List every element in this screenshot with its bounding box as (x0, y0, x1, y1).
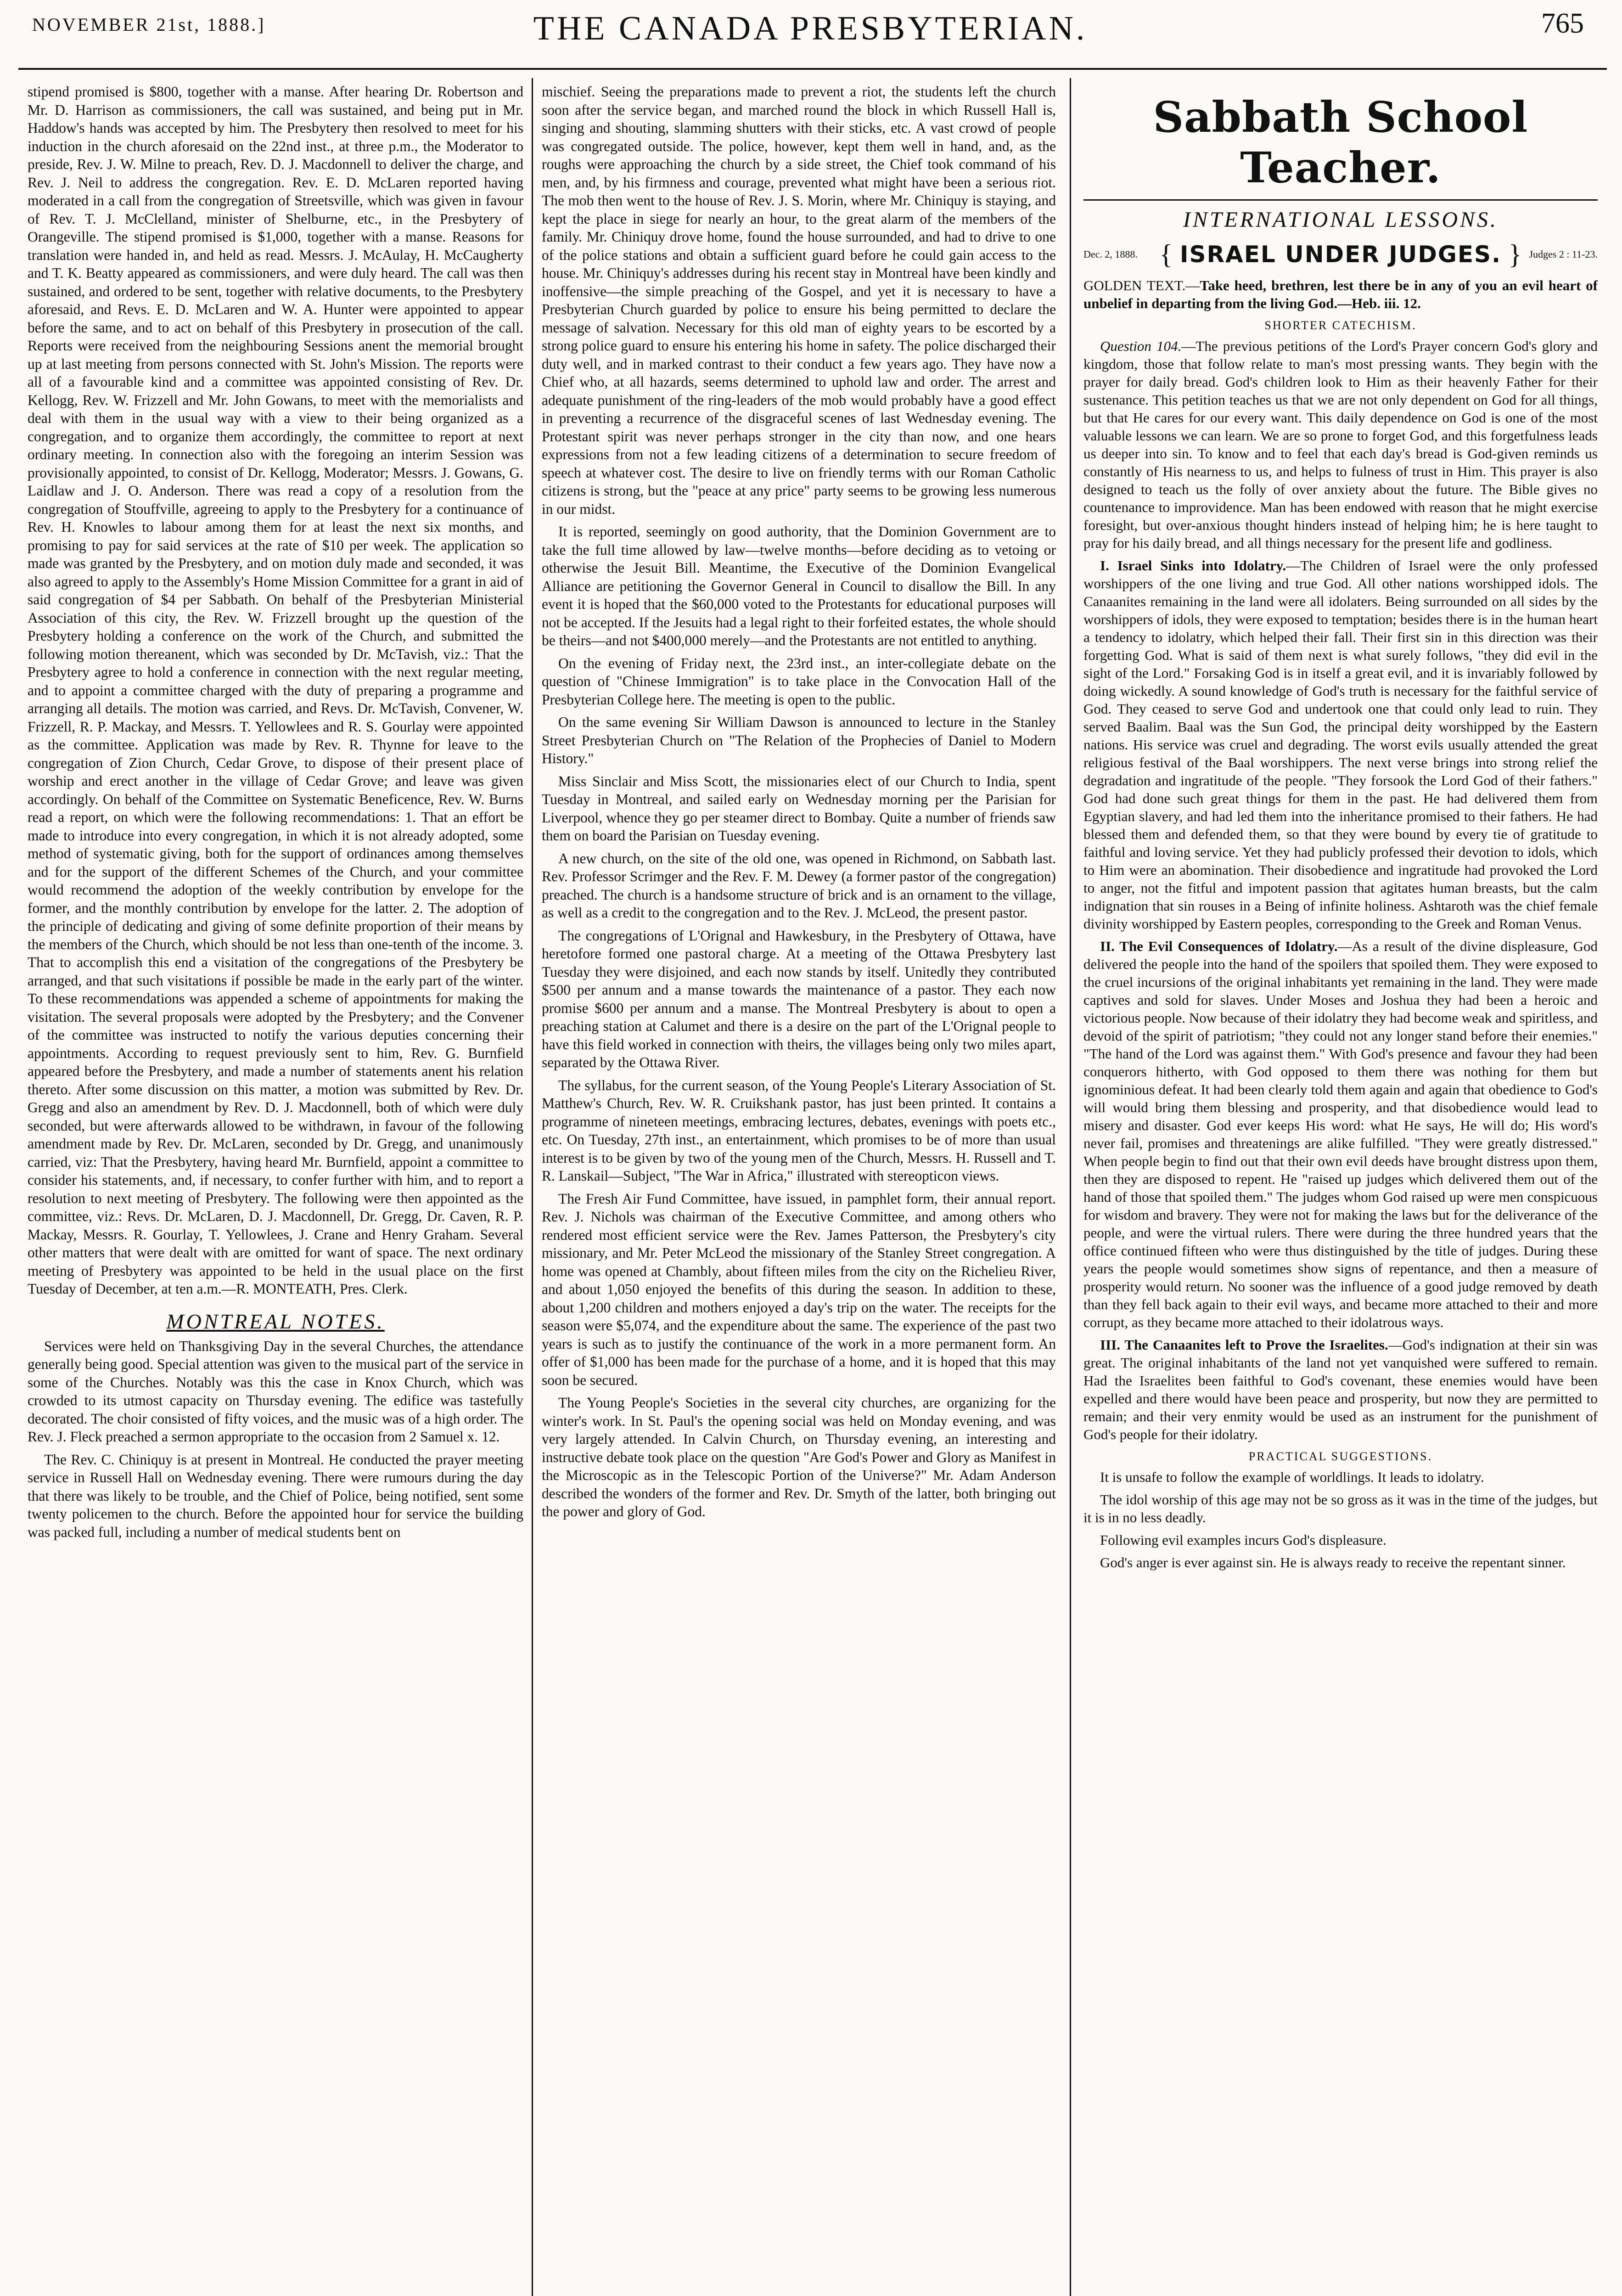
section-heading: I. Israel Sinks into Idolatry. (1100, 557, 1286, 574)
column-1 (28, 83, 523, 2296)
catechism-heading: SHORTER CATECHISM. (1264, 319, 1417, 332)
section-body: —The Children of Israel were the only professed worshippers of the one living and true God. All other nations worshipped idols. The Canaanites remaining in the land were all idolaters. Being surrounded on all sides by the worshippers of idols, they were exposed to temptation; besides there is in the human heart a tendency to idolatry, which helped their fall. Their first sin in this direction was their forgetting God. What is said of them next is what surely follows, "they did evil in the sight of the Lord." Forsaking God is in itself a great evil, and it is invariably followed by doing wickedly. A sound knowledge of God's truth is necessary for the faithful service of God. They ceased to serve God and undertook one that could only lead to ruin. They served Baalim. Baal was the Sun God, the principal deity worshipped by the Eastern nations. His service was cruel and degrading. The worst evils usually attended the great religious festival of the Baal worshippers. The next verse brings into strong relief the degradation and ingratitude of the people. "They forsook the Lord God of their fathers." God had done such great things for them in the past. He had delivered them from Egyptian slavery, and had led them into the inheritance promised to their fathers. He had blessed them and defended them, so that they were bound by every tie of gratitude to faithful and loving service. Yet they had publicly professed their devotion to idols, which to Him were an abomination. Their disobedience and ingratitude had provoked the Lord to anger, not the fitful and impotent passion that agitates human breasts, but the calm indignation that sin rouses in a Being of infinite holiness. Ashtaroth was the chief female divinity worshipped by Eastern peoples, corresponding to the Greek and Roman Venus. (1083, 557, 1598, 932)
article-paragraph: The Fresh Air Fund Committee, have issued, in pamphlet form, their annual report. Rev. J. Nichols was chairman of the Executive Committee, and among others who rendered most efficient service were the Rev. James Patterson, the Presbytery's city missionary, and Mr. Peter McLeod the missionary of the Stanley Street congregation. A home was opened at Chambly, about fifteen miles from the city on the Richelieu River, and about 1,050 enjoyed the benefits of this during the season. In addition to these, about 1,200 children and mothers enjoyed a day's trip on the water. The receipts for the season were $5,074, and the expenditure about the same. The experience of the past two years is such as to justify the continuance of the work in a more permanent form. An offer of $1,000 has been made for the purchase of a home, and it is hoped that this may soon be secured. (542, 1190, 1056, 1388)
practical-item: God's anger is ever against sin. He is always ready to receive the repentant sinner. (1100, 1554, 1566, 1570)
lesson-date: Dec. 2, 1888. (1083, 248, 1138, 260)
header-rule (18, 68, 1607, 70)
masthead (18, 0, 1602, 55)
column-divider (532, 78, 533, 2296)
article-paragraph: stipend promised is $800, together with a manse. After hearing Dr. Robertson and Mr. D. Harrison as commissioners, the call was sustained, and being put in Mr. Haddow's hands was accepted by him. The Presbytery then resolved to meet for his induction in the church aforesaid on the 22nd inst., at three p.m., the Moderator to preside, Rev. J. W. Milne to preach, Rev. D. J. Macdonnell to deliver the charge, and Rev. J. Neil to address the congregation. Rev. E. D. McLaren reported having moderated in a call from the congregation of Streetsville, which was given in favour of Rev. T. J. McClelland, minister of Shelburne, etc., in the Presbytery of Orangeville. The stipend promised is $1,000, together with a manse. Reasons for translation were handed in, and held as read. Messrs. J. McAulay, H. McCaugherty and T. K. Beatty appeared as commissioners, and were duly heard. The call was then sustained, and ordered to be sent, together with relative documents, to the Presbytery aforesaid, and Revs. E. D. McLaren and W. A. Hunter were appointed to appear before the same, and to act on behalf of this Presbytery in prosecution of the call. Reports were received from the neighbouring Sessions anent the memorial brought up at last meeting from persons connected with St. John's Mission. The reports were all of a favourable kind and a committee was appointed consisting of Rev. Dr. Kellogg, Rev. W. Frizzell and Mr. John Gowans, to meet with the memorialists and deal with them in the usual way with a view to their being organized as a congregation, and to organize them accordingly, the committee to report at next ordinary meeting. In connection also with the foregoing an interim Session was provisionally appointed, to consist of Dr. Kellogg, Moderator; Messrs. J. Gowans, G. Laidlaw and J. O. Anderson. There was read a copy of a resolution from the congregation of Stouffville, agreeing to apply to the Presbytery for a continuance of Rev. H. Knowles to labour among them for at least the next six months, and promising to pay for said services at the rate of $10 per week. The application so made was granted by the Presbytery, and on motion duly made and seconded, it was also agreed to apply to the Assembly's Home Mission Committee for a grant in aid of said congregation of $4 per Sabbath. On behalf of the Presbyterian Ministerial Association of this city, the Rev. W. Frizzell brought up the question of the Presbytery holding a conference on the work of the Church, and submitted the following motion thereanent, which was seconded by Dr. McTavish, viz.: That the Presbytery agree to hold a conference in connection with the next regular meeting, and to appoint a committee charged with the duty of preparing a programme and arranging all details. The motion was carried, and Revs. Dr. McTavish, Convener, W. Frizzell, R. P. Mackay, and Messrs. T. Yellowlees and R. S. Gourlay were appointed as the committee. Application was made by Rev. R. Thynne for leave to the congregation of Zion Church, Cedar Grove, to dispose of their present place of worship and erect another in the village of Cedar Grove; and leave was given accordingly. On behalf of the Committee on Systematic Beneficence, Rev. W. Burns read a report, on which were the following recommendations: 1. That an effort be made to introduce into every congregation, in which it is not already adopted, some method of systematic giving, both for the support of ordinances among themselves and for the support of the different Schemes of the Church, and your committee would recommend the adoption of the weekly contribution by envelope for the former, and the monthly contribution by envelope for the latter. 2. The adoption of the principle of dedicating and giving of some definite proportion of their means by the members of the Church, which should be not less than one-tenth of the income. 3. That to accomplish this end a visitation of the congregations of the Presbytery be arranged, and that such visitations if possible be made in the early part of the winter. To these recommendations was appended a scheme of appointments for making the visitation. The several proposals were adopted by the Presbytery; and the Convener of the committee was instructed to notify the various deputies concerning their appointments. According to request previously sent to him, Rev. G. Burnfield appeared before the Presbytery, and made a number of statements anent his relation thereto. After some discussion on this matter, a motion was submitted by Rev. Dr. Gregg and also an amendment by Rev. D. J. Macdonnell, both of which were duly seconded, but were afterwards allowed to be withdrawn, in favour of the following amendment made by Rev. Dr. McLaren, seconded by Dr. Gregg, and unanimously carried, viz: That the Presbytery, having heard Mr. Burnfield, appoint a committee to consider his statements, and, if necessary, to confer further with him, and to report a resolution to next meeting of Presbytery. The following were then appointed as the committee, viz.: Revs. Dr. McLaren, D. J. Macdonnell, Dr. Gregg, Dr. Caven, R. P. Mackay, Messrs. R. Gourlay, T. Yellowlees, J. Crane and Henry Graham. Several other matters that were dealt with are omitted for want of space. The next ordinary meeting of Presbytery was appointed to be held in the usual place on the first Tuesday of December, at ten a.m.—R. MONTEATH, Pres. Clerk. (28, 84, 523, 1297)
publication-title: THE CANADA PRESBYTERIAN. (533, 10, 1088, 47)
section-heading: III. The Canaanites left to Prove the Israelites. (1100, 1337, 1388, 1353)
article-paragraph: The syllabus, for the current season, of the Young People's Literary Association of St. Matthew's Church, Rev. W. R. Cruikshank pastor, has just been printed. It contains a programme of nineteen meetings, embracing lectures, debates, evenings with poets etc., etc. On Tuesday, 27th inst., an entertainment, which promises to be of more than usual interest is to be given by two of the young men of the Church, Messrs. H. Russell and T. R. Lanskail—Subject, "The War in Africa," illustrated with stereopticon views. (542, 1077, 1056, 1184)
article-paragraph: The Rev. C. Chiniquy is at present in Montreal. He conducted the prayer meeting service in Russell Hall on Wednesday evening. There were rumours during the day that there was likely to be trouble, and the Chief of Police, being notified, sent some twenty policemen to the church. Before the appointed hour for service the building was packed full, including a number of medical students bent on (28, 1451, 523, 1540)
golden-text-body: Take heed, brethren, lest there be in any of you an evil heart of unbelief in departing from the living God.—Heb. iii. 12. (1083, 277, 1598, 311)
catechism-body: —The previous petitions of the Lord's Prayer concern God's glory and kingdom, those that follow relate to man's most pressing wants. They begin with the prayer for daily bread. God's children look to Him as their heavenly Father for their sustenance. This petition teaches us that we are not only dependent on God for all things, but that He cares for our every want. This daily dependence on God is one of the most valuable lessons we can learn. We are so prone to forget God, and this forgetfulness leads us deeper into sin. To know and to feel that each day's bread is God-given reminds us constantly of His nearness to us, and helps to fulness of trust in Him. This prayer is also designed to teach us the folly of over anxiety about the future. The Bible gives no countenance to improvidence. Man has been endowed with reason that he might exercise foresight, but over-anxious thought hinders instead of helping him; he is here taught to pray for his daily bread, and all things necessary for the present life and godliness. (1083, 338, 1598, 551)
golden-text-label: GOLDEN TEXT.— (1083, 277, 1200, 293)
practical-item: It is unsafe to follow the example of worldlings. It leads to idolatry. (1100, 1469, 1484, 1485)
article-paragraph: A new church, on the site of the old one, was opened in Richmond, on Sabbath last. Rev. Professor Scrimger and the Rev. F. M. Dewey (a former pastor of the congregation) preached. The church is a handsome structure of brick and is an ornament to the village, as well as a credit to the congregation and to the Rev. J. McLeod, the present pastor. (542, 850, 1056, 921)
article-paragraph: The congregations of L'Orignal and Hawkesbury, in the Presbytery of Ottawa, have heretofore formed one pastoral charge. At a meeting of the Ottawa Presbytery last Tuesday they were disjoined, and each now stands by itself. Unitedly they contributed $500 per annum and a manse towards the maintenance of a pastor. They each now promise $600 per annum and a manse. The Montreal Presbytery is about to open a preaching station at Calumet and there is a desire on the part of the L'Orignal people to have this field worked in connection with theirs, the villages being only two miles apart, separated by the Ottawa River. (542, 927, 1056, 1070)
lesson-title: ISRAEL UNDER JUDGES. (1179, 241, 1502, 268)
column-2 (542, 83, 1056, 2296)
section-title-sabbath-school-teacher: Sabbath School Teacher. (1153, 92, 1528, 192)
lesson-section-3 (1083, 1336, 1598, 1443)
article-paragraph: mischief. Seeing the preparations made to prevent a riot, the students left the church soon after the service began, and marched round the block in which Russell Hall is, singing and shouting, slamming shutters with their sticks, etc. A vast crowd of people was congregated outside. The police, however, kept them well in hand, and, as the roughs were approaching the church by a side street, the Chief took command of his men, and, by his firmness and courage, prevented what might have been a serious riot. The mob then went to the house of Rev. J. S. Morin, where Mr. Chiniquy is staying, and kept the place in siege for nearly an hour, to the great alarm of the members of the family. Mr. Chiniquy drove home, found the house surrounded, and had to drive to one of the police stations and obtain a sufficient guard before he could gain access to the house. Mr. Chiniquy's addresses during his recent stay in Montreal have been kindly and inoffensive—the simple preaching of the Gospel, and yet it is necessary to have a Presbyterian Church guarded by police to ensure his being permitted to declare the message of salvation. Necessary for this old man of eighty years to be escorted by a strong police guard to ensure his entering his home in safety. The police discharged their duty well, and in marked contrast to their conduct a few years ago. They have now a Chief who, at all hazards, seems determined to uphold law and order. The arrest and adequate punishment of the ring-leaders of the mob would probably have a good effect in preventing a recurrence of the disgraceful scenes of last Wednesday evening. The Protestant spirit was never perhaps stronger in the city than now, and one hears expressions from not a few leading citizens of a determination to secure freedom of speech at whatever cost. The desire to live on friendly terms with our Roman Catholic citizens is strong, but the "peace at any price" party seems to be growing less numerous in our midst. (542, 84, 1056, 517)
article-paragraph: Miss Sinclair and Miss Scott, the missionaries elect of our Church to India, spent Tuesday in Montreal, and sailed early on Wednesday morning per the Parisian for Liverpool, whence they go per steamer direct to Bombay. Quite a number of friends saw them on board the Parisian on Tuesday evening. (542, 773, 1056, 844)
golden-text (1083, 276, 1598, 312)
article-paragraph: It is reported, seemingly on good authority, that the Dominion Government are to take the full time allowed by law—twelve months—before deciding as to vetoing or otherwise the Jesuit Bill. Meantime, the Executive of the Dominion Evangelical Alliance are petitioning the Governor General in Council to disallow the Bill. In any event it is hoped that the $60,000 voted to the Protestants for educational purposes will not be accepted. If the Jesuits had a legal right to their forfeited estates, the whole should be theirs—and not $400,000 merely—and the Protestants are not entitled to anything. (542, 523, 1056, 648)
practical-item: Following evil examples incurs God's displeasure. (1100, 1532, 1386, 1548)
article-paragraph: On the same evening Sir William Dawson is announced to lecture in the Stanley Street Presbyterian Church on "The Relation of the Prophecies of Daniel to Modern History." (542, 714, 1056, 766)
brace-left: { (1159, 239, 1173, 270)
column-3 (1083, 83, 1598, 2296)
title-rule (1083, 199, 1598, 201)
lesson-reference: Judges 2 : 11-23. (1529, 248, 1598, 260)
lesson-section-1 (1083, 557, 1598, 933)
subheading-international-lessons: INTERNATIONAL LESSONS. (1183, 208, 1499, 232)
page-number: 765 (1541, 8, 1584, 39)
article-paragraph: The Young People's Societies in the several city churches, are organizing for the winter's work. In St. Paul's the opening social was held on Monday evening, and was very largely attended. In Calvin Church, on Thursday evening, an interesting and instructive debate took place on the question "Are God's Power and Glory as Manifest in the Microscopic as in the Telescopic Portion of the Universe?" Mr. Adam Anderson described the wonders of the former and Rev. Dr. Smyth of the latter, both bringing out the power and glory of God. (542, 1395, 1056, 1519)
section-body: —As a result of the divine displeasure, God delivered the people into the hand of the spoilers that spoiled them. They were exposed to the cruel incursions of the original inhabitants yet remaining in the land. They were made captives and sold for slaves. Under Moses and Joshua they had been a heroic and victorious people. Now because of their idolatry they had become weak and spiritless, and devoid of the spirit of patriotism; "they could not any longer stand before their enemies." "The hand of the Lord was against them." With God's presence and favour they had been conquerors hitherto, with God opposed to them there was nothing for them but ignominious defeat. It had been clearly told them again and again that obedience to God's will would bring them blessing and prosperity, and that disobedience would lead to misery and disaster. God ever keeps His word: what He says, He will do; His word's never fail, promises and threatenings are alike fulfilled. "They were greatly distressed." When people begin to find out that their own evil deeds have brought distress upon them, then they are disposed to repent. He "raised up judges which delivered them out of the hand of those that spoiled them." The judges whom God raised up were men conspicuous for wisdom and bravery. They were not for making the laws but for the deliverance of the people, and were the virtual rulers. There were during the three hundred years that the office continued fifteen who were thus distinguished by the title of judges. During these years the people would sometimes show signs of repentance, and then a measure of prosperity would return. No sooner was the influence of a good judge removed by death than they fell back again to their evil ways, and became more attached to their and more corrupt, as they became more attached to their idolatrous ways. (1083, 938, 1598, 1330)
practical-item: The idol worship of this age may not be so gross as it was in the time of the judges, but it is in no less deadly. (1083, 1491, 1598, 1525)
section-title-montreal-notes: MONTREAL NOTES. (166, 1309, 385, 1333)
lesson-section-2 (1083, 937, 1598, 1331)
article-paragraph: Services were held on Thanksgiving Day in the several Churches, the attendance generally being good. Special attention was given to the musical part of the service in some of the Churches. Notably was this the case in Knox Church, which was crowded to its utmost capacity on Thursday evening. The edifice was tastefully decorated. The choir consisted of fifty voices, and the music was of a high order. The Rev. J. Fleck preached a sermon appropriate to the occasion from 2 Samuel x. 12. (28, 1338, 523, 1445)
catechism-question: Question 104. (1100, 338, 1182, 354)
column-divider (1070, 78, 1071, 2296)
section-heading: II. The Evil Consequences of Idolatry. (1100, 938, 1338, 954)
issue-date: NOVEMBER 21st, 1888.] (32, 14, 266, 35)
practical-heading: PRACTICAL SUGGESTIONS. (1248, 1450, 1433, 1463)
catechism-paragraph (1083, 337, 1598, 552)
section-body: —God's indignation at their sin was great. The original inhabitants of the land not yet vanquished were suffered to remain. Had the Israelites been faithful to God's covenant, these enemies would have been expelled and there would have been peace and prosperity, but now they are permitted to remain; and their very enmity would be used as an instrument for the punishment of God's people for their idolatry. (1083, 1337, 1598, 1442)
lesson-heading (1083, 241, 1598, 268)
brace-right: } (1508, 239, 1522, 270)
article-paragraph: On the evening of Friday next, the 23rd inst., an inter-collegiate debate on the question of "Chinese Immigration" is to take place in the Convocation Hall of the Presbyterian College here. The meeting is open to the public. (542, 655, 1056, 708)
